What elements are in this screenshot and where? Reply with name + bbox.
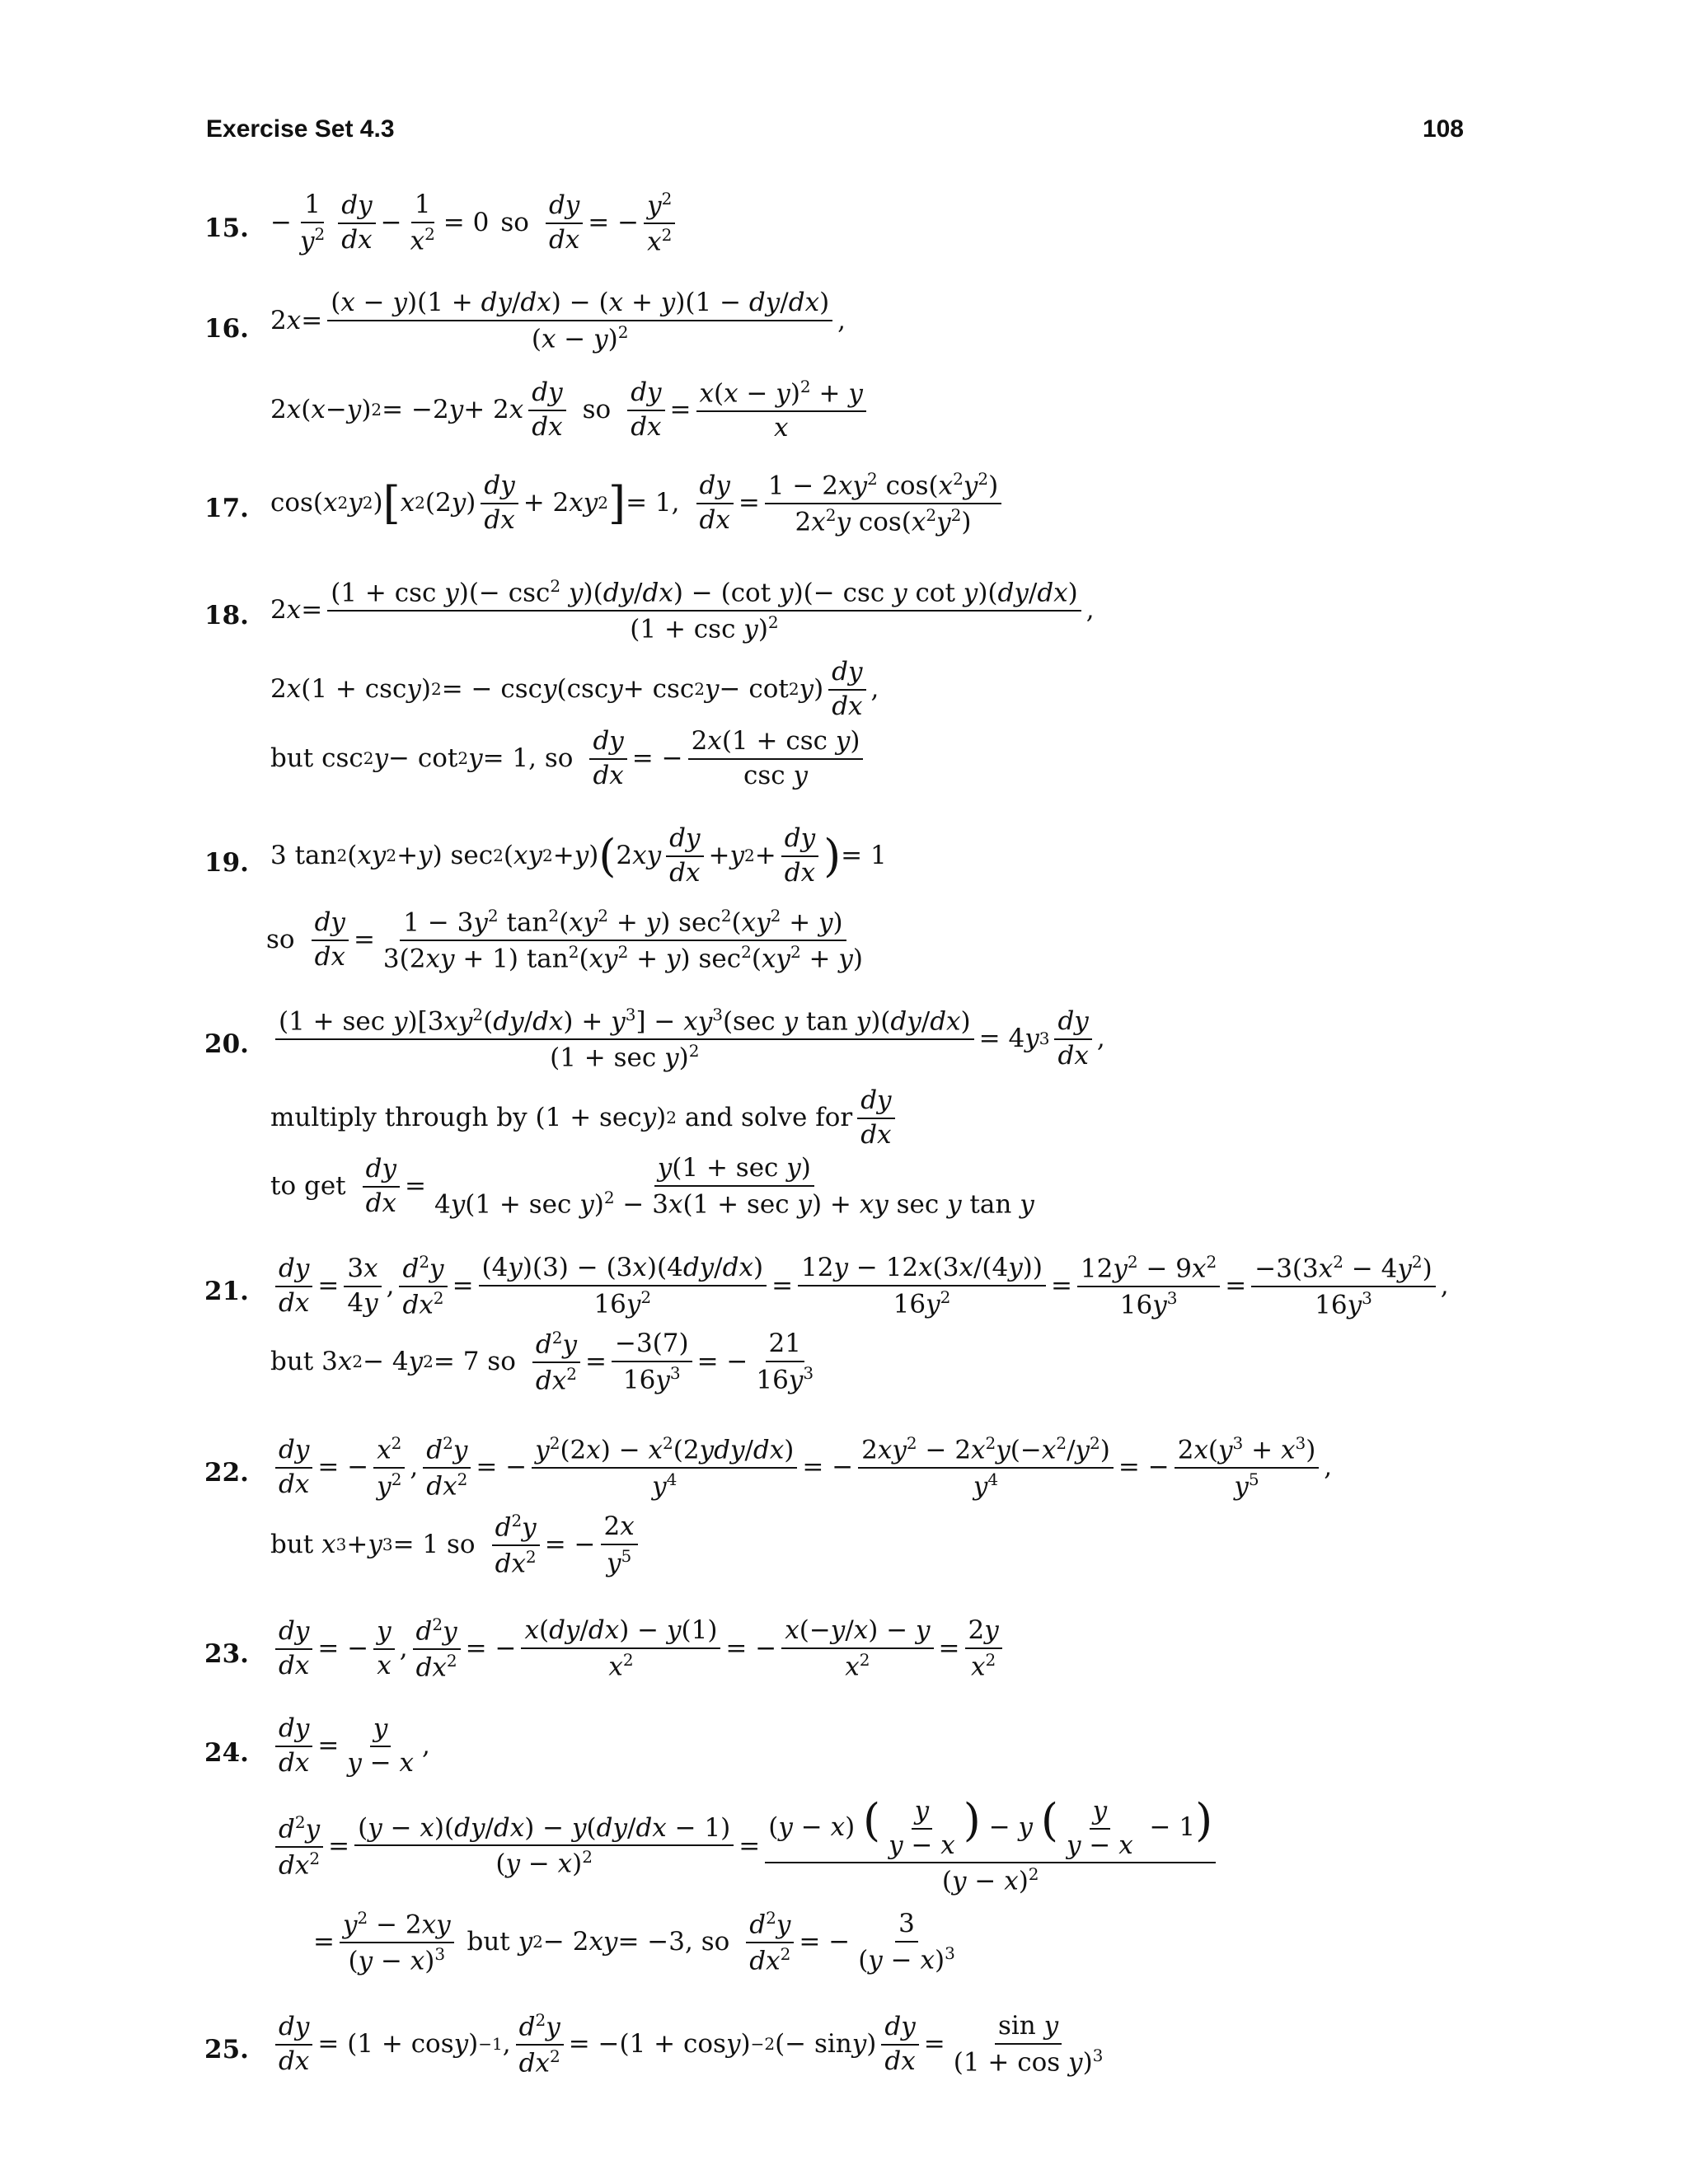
equation-line: but 3 x 2 − 4 y 2 = 7 so $\frac{d^2y}{dx^2}$ = $\frac{-3(7)}{16y^3}$ = − $\frac{21}{16y^3}$ — [270, 1328, 814, 1396]
equation-line: cos( x 2 y 2 ) [ x 2 (2 y ) $\frac{dy}{dx}$ + 2 xy 2 ] = 1, $\frac{dy}{dx}$ = $\frac{1 - 2xy^2 \cos(x^2y^2)}{2x^2y \cos(x^2y^2)}$ — [270, 470, 1006, 537]
word-so: so — [701, 1927, 730, 1957]
equation-line: $\frac{dy}{dx}$ = (1 + cos y ) −1 , $\frac{d^2y}{dx^2}$ = −(1 + cos y ) −2 (− sin y ) $\frac{dy}{dx}$ = $\frac{\text{sin y}}{(1 + \cos y)^3}$ — [270, 2011, 1111, 2079]
word-so: so — [447, 1530, 476, 1560]
equation-line: 2 x (1 + csc y ) 2 = − csc y (csc y + csc 2 y − cot 2 y ) $\frac{dy}{dx}$ , — [270, 657, 879, 721]
equation-line: $\frac{dy}{dx}$ = − $\frac{x^2}{y^2}$ , $\frac{d^2y}{dx^2}$ = − $\frac{y^2(2x) - x^2(2ydy/dx)}{y^4}$ = − $\frac{2xy^2 - 2x^2y(-x^2/y^2)}{y^4}$ = − $\frac{2x(y^3 + x^3)}{y^5}$ , — [270, 1434, 1332, 1502]
problem-18 — [204, 577, 1490, 799]
problem-number: 17. — [204, 494, 249, 523]
problem-25 — [204, 2011, 1490, 2093]
problem-23 — [204, 1615, 1490, 1690]
problem-number: 20. — [204, 1029, 249, 1059]
problem-17 — [204, 470, 1490, 544]
problem-number: 23. — [204, 1639, 249, 1669]
equation-line: to get $\frac{dy}{dx}$ = $\frac{\text{y(1 + sec y)}}{4y(1 + \sec y)^2 - 3x(1 + \sec y) + xy \sec y \tan y}$ — [270, 1153, 1034, 1219]
problem-16 — [204, 288, 1490, 453]
problem-number: 24. — [204, 1738, 249, 1768]
page-header — [206, 109, 1464, 150]
equation-line: = $\frac{y^2 - 2xy}{(y - x)^3}$ but y 2 − 2 xy = −3, so $\frac{d^2y}{dx^2}$ = − $\frac{3}{(y - x)^3}$ — [313, 1908, 955, 1976]
equation-line: $\frac{dy}{dx}$ = $\frac{y}{y - x}$ , — [270, 1714, 430, 1778]
equation-line: 2 x ( x − y ) 2 = −2 y + 2 x $\frac{dy}{dx}$ so $\frac{dy}{dx}$ = $\frac{x(x - y)^2 + y}{x}$ — [270, 377, 871, 443]
problem-number: 21. — [204, 1277, 249, 1306]
equation-line: 2 x = $\frac{(1 + \csc y)(- \csc^2 y)(dy/dx) - (\cot y)(- \csc y \cot y)(dy/dx)}{(1 + \csc y)^2}$ , — [270, 576, 1095, 644]
word-so: so — [266, 925, 295, 955]
word-but: but — [270, 1530, 314, 1560]
word-so: so — [544, 743, 574, 773]
equation-line: 2 x = $\frac{(x - y)(1 + dy/dx) - (x + y)(1 - dy/dx)}{(x - y)^2}$ , — [270, 288, 846, 354]
equation-line: $\frac{d^2y}{dx^2}$ = $\frac{(y - x)(dy/dx) - y(dy/dx - 1)}{(y - x)^2}$ = (y − x) ( $\frac{y}{y - x}$ ) − y ( $\frac{y}{y - x}$ − 1) $(y - x)^2$ — [270, 1797, 1221, 1896]
equation-line: multiply through by (1 + sec y ) 2 and solve for $\frac{dy}{dx}$ — [270, 1086, 900, 1150]
equation-line: 3 tan 2 ( xy 2 + y ) sec 2 ( xy 2 + y ) ( 2 xy $\frac{dy}{dx}$ + y 2 + $\frac{dy}{dx}$ ) = 1 — [270, 823, 887, 888]
text-multiply: multiply through by — [270, 1102, 528, 1132]
equation-line: but x 3 + y 3 = 1 so $\frac{d^2y}{dx^2}$ = − $\frac{2x}{y^5}$ — [270, 1511, 643, 1579]
problem-21 — [204, 1253, 1490, 1401]
word-so: so — [582, 394, 612, 424]
word-but: but — [270, 743, 314, 773]
section-title: Exercise Set 4.3 — [206, 115, 395, 143]
equation-line: $\frac{(1 + \sec y)[3xy^2(dy/dx) + y^3] - xy^3(\sec y \tan y)(dy/dx)}{(1 + \sec y)^2}$ = 4 y 3 $\frac{dy}{dx}$ , — [270, 1005, 1105, 1073]
word-so: so — [500, 208, 529, 238]
text-solve-for: and solve for — [684, 1102, 853, 1132]
problem-number: 16. — [204, 314, 249, 344]
equation-line: but csc 2 y − cot 2 y = 1, so $\frac{dy}{dx}$ = − $\frac{\text{2x(1 + csc y)}}{\text{csc y}}$ — [270, 727, 868, 790]
page-number: 108 — [1422, 115, 1464, 143]
problem-number: 25. — [204, 2035, 249, 2064]
problem-19 — [204, 824, 1490, 989]
equation-line: − $\frac{1}{y^2}$ $\frac{dy}{dx}$ − $\frac{1}{x^2}$ = 0 so $\frac{dy}{dx}$ = − $\frac{y^2}{x^2}$ — [270, 190, 680, 257]
problem-15 — [204, 190, 1490, 264]
problem-24 — [204, 1714, 1490, 1994]
text-to-get: to get — [270, 1170, 346, 1201]
word-so: so — [487, 1347, 516, 1377]
equation-line: $\frac{dy}{dx}$ = − $\frac{y}{x}$ , $\frac{d^2y}{dx^2}$ = − $\frac{x(dy/dx) - y(1)}{x^2}$ = − $\frac{x(-y/x) - y}{x^2}$ = $\frac{2y}{x^2}$ — [270, 1615, 1007, 1683]
problem-22 — [204, 1434, 1490, 1591]
word-but: but — [270, 1347, 314, 1377]
problem-number: 22. — [204, 1458, 249, 1488]
equation-line: $\frac{dy}{dx}$ = $\frac{3x}{4y}$ , $\frac{d^2y}{dx^2}$ = $\frac{(4y)(3) - (3x)(4dy/dx)}{16y^2}$ = $\frac{12y - 12x(3x/(4y))}{16y^2}$ = $\frac{12y^2 - 9x^2}{16y^3}$ = $\frac{-3(3x^2 - 4y^2)}{16y^3}$ , — [270, 1253, 1449, 1320]
problem-number: 19. — [204, 848, 249, 878]
problem-number: 15. — [204, 213, 249, 243]
word-but: but — [467, 1927, 510, 1957]
problem-number: 18. — [204, 601, 249, 630]
equation-line: so $\frac{dy}{dx}$ = $\frac{1 - 3y^2 \tan^2(xy^2 + y) \sec^2(xy^2 + y)}{3(2xy + 1) \tan^2(xy^2 + y) \sec^2(xy^2 + y)}$ — [266, 906, 863, 974]
problem-20 — [204, 1005, 1490, 1236]
